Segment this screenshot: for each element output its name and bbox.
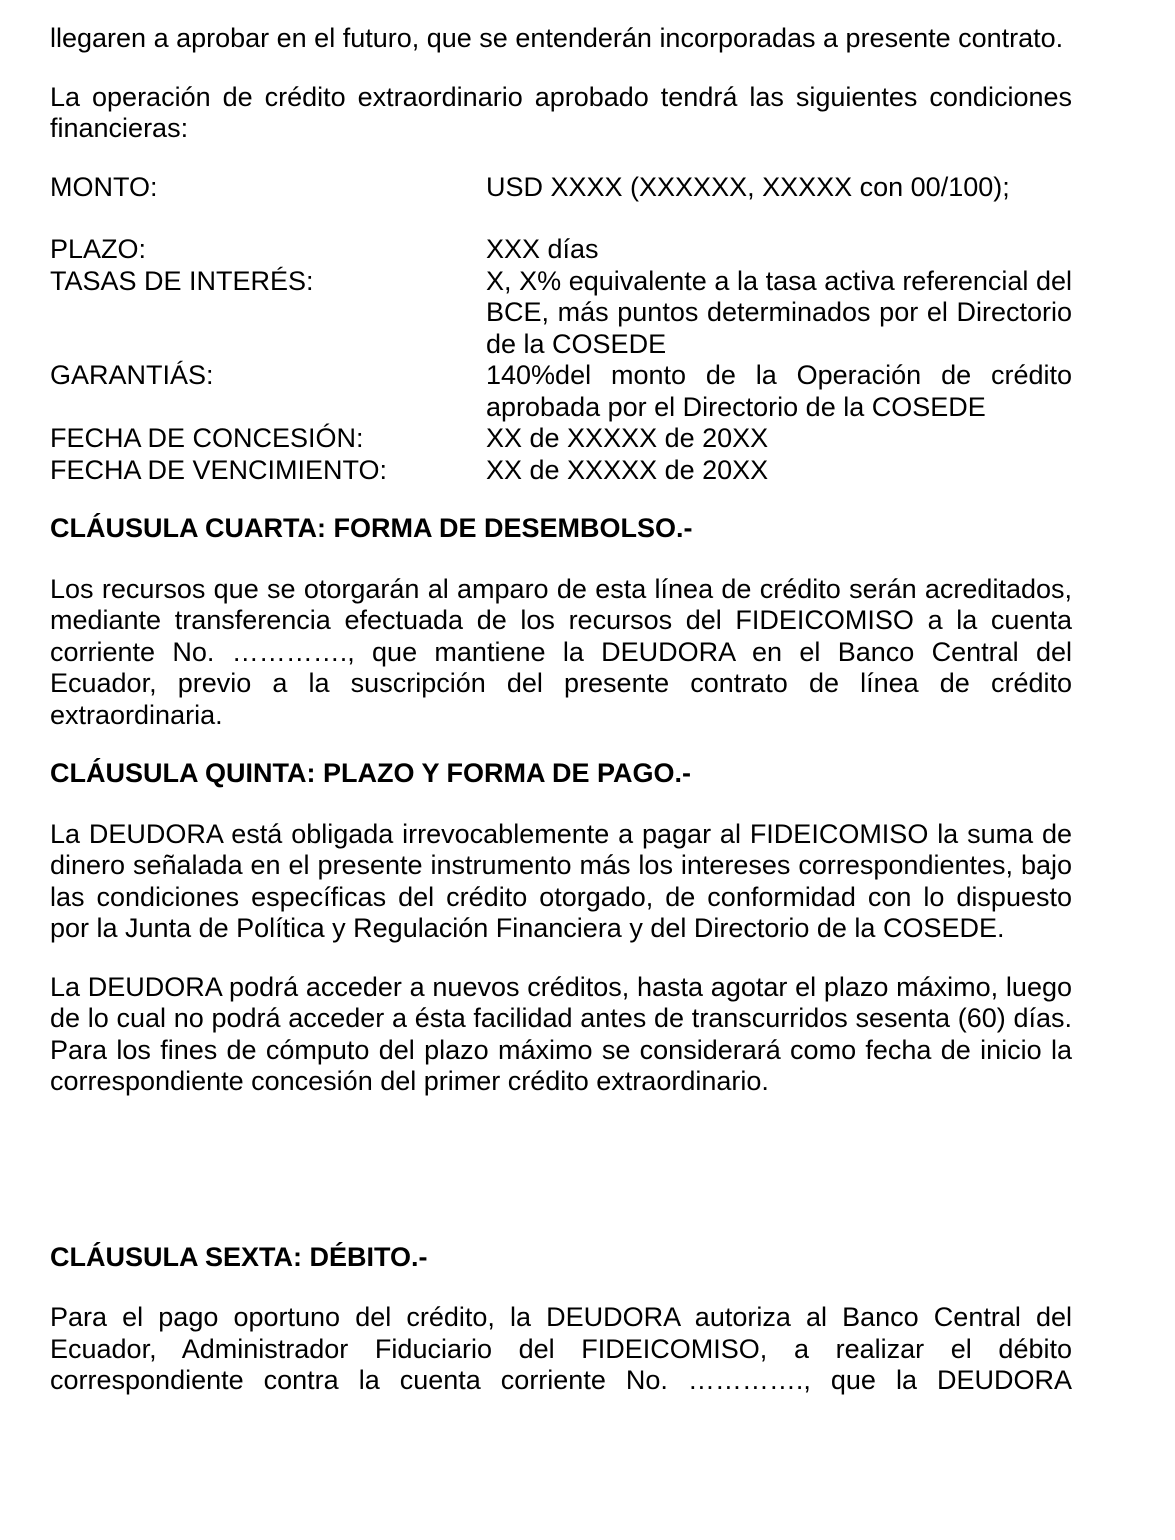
clause-quinta-body-1: La DEUDORA está obligada irrevocablemente a pagar al FIDEICOMISO la suma de dinero señalada en el presente instrumento más los intereses correspondientes, bajo las condiciones específicas del crédito otorgado, de conformidad con lo dispuesto por la Junta de Política y Regulación Financiera y del Directorio de la COSEDE. — [50, 818, 1072, 943]
conditions-lead-paragraph: La operación de crédito extraordinario aprobado tendrá las siguientes condiciones financieras: — [50, 81, 1072, 143]
condition-label: FECHA DE VENCIMIENTO: — [50, 454, 388, 485]
clause-quinta-body-2: La DEUDORA podrá acceder a nuevos créditos, hasta agotar el plazo máximo, luego de lo cual no podrá acceder a ésta facilidad antes de transcurridos sesenta (60) días. Para los fines de cómputo del plazo máximo se considerará como fecha de inicio la correspondiente concesión del primer crédito extraordinario. — [50, 971, 1072, 1096]
condition-value: XX de XXXXX de 20XX — [486, 423, 769, 453]
condition-value: USD XXXX (XXXXXX, XXXXX con 00/100); — [486, 171, 1010, 202]
document-page — [50, 23, 1072, 1397]
condition-label: TASAS DE INTERÉS: — [50, 265, 314, 296]
condition-label: FECHA DE CONCESIÓN: — [50, 423, 364, 453]
condition-value: XX de XXXXX de 20XX — [486, 454, 769, 485]
clause-heading-sexta: CLÁUSULA SEXTA: DÉBITO.- — [50, 1241, 428, 1272]
condition-label: PLAZO: — [50, 234, 147, 264]
condition-row-concesion — [50, 423, 1072, 455]
condition-row-vencimiento — [50, 455, 1072, 487]
intro-continuation-paragraph: llegaren a aprobar en el futuro, que se entenderán incorporadas a presente contrato. — [50, 23, 1064, 53]
financial-conditions-table — [50, 172, 1072, 204]
condition-label: GARANTIÁS: — [50, 360, 214, 390]
condition-row-plazo — [50, 234, 1072, 266]
financial-conditions-table-continued — [50, 234, 1072, 486]
condition-row-tasas — [50, 266, 1072, 361]
clause-cuarta-body: Los recursos que se otorgarán al amparo de esta línea de crédito serán acreditados, mediante transferencia efectuada de los recursos del FIDEICOMISO a la cuenta corriente No. …………., que mantiene la DEUDORA en el Banco Central del Ecuador, previo a la suscripción del presente contrato de línea de crédito extraordinaria. — [50, 573, 1072, 730]
condition-value: XXX días — [486, 234, 599, 264]
condition-row-garantias — [50, 360, 1072, 423]
clause-heading-cuarta: CLÁUSULA CUARTA: FORMA DE DESEMBOLSO.- — [50, 513, 693, 543]
condition-row-monto — [50, 172, 1072, 204]
condition-value: X, X% equivalente a la tasa activa referencial del BCE, más puntos determinados por el Directorio de la COSEDE — [486, 265, 1072, 359]
condition-value: 140%del monto de la Operación de crédito aprobada por el Directorio de la COSEDE — [486, 360, 1072, 422]
clause-sexta-body: Para el pago oportuno del crédito, la DEUDORA autoriza al Banco Central del Ecuador, Administrador Fiduciario del FIDEICOMISO, a realizar el débito correspondiente contra la cuenta corriente No. …………., que la DEUDORA — [50, 1302, 1072, 1395]
clause-heading-quinta: CLÁUSULA QUINTA: PLAZO Y FORMA DE PAGO.- — [50, 758, 691, 788]
condition-label: MONTO: — [50, 171, 158, 202]
